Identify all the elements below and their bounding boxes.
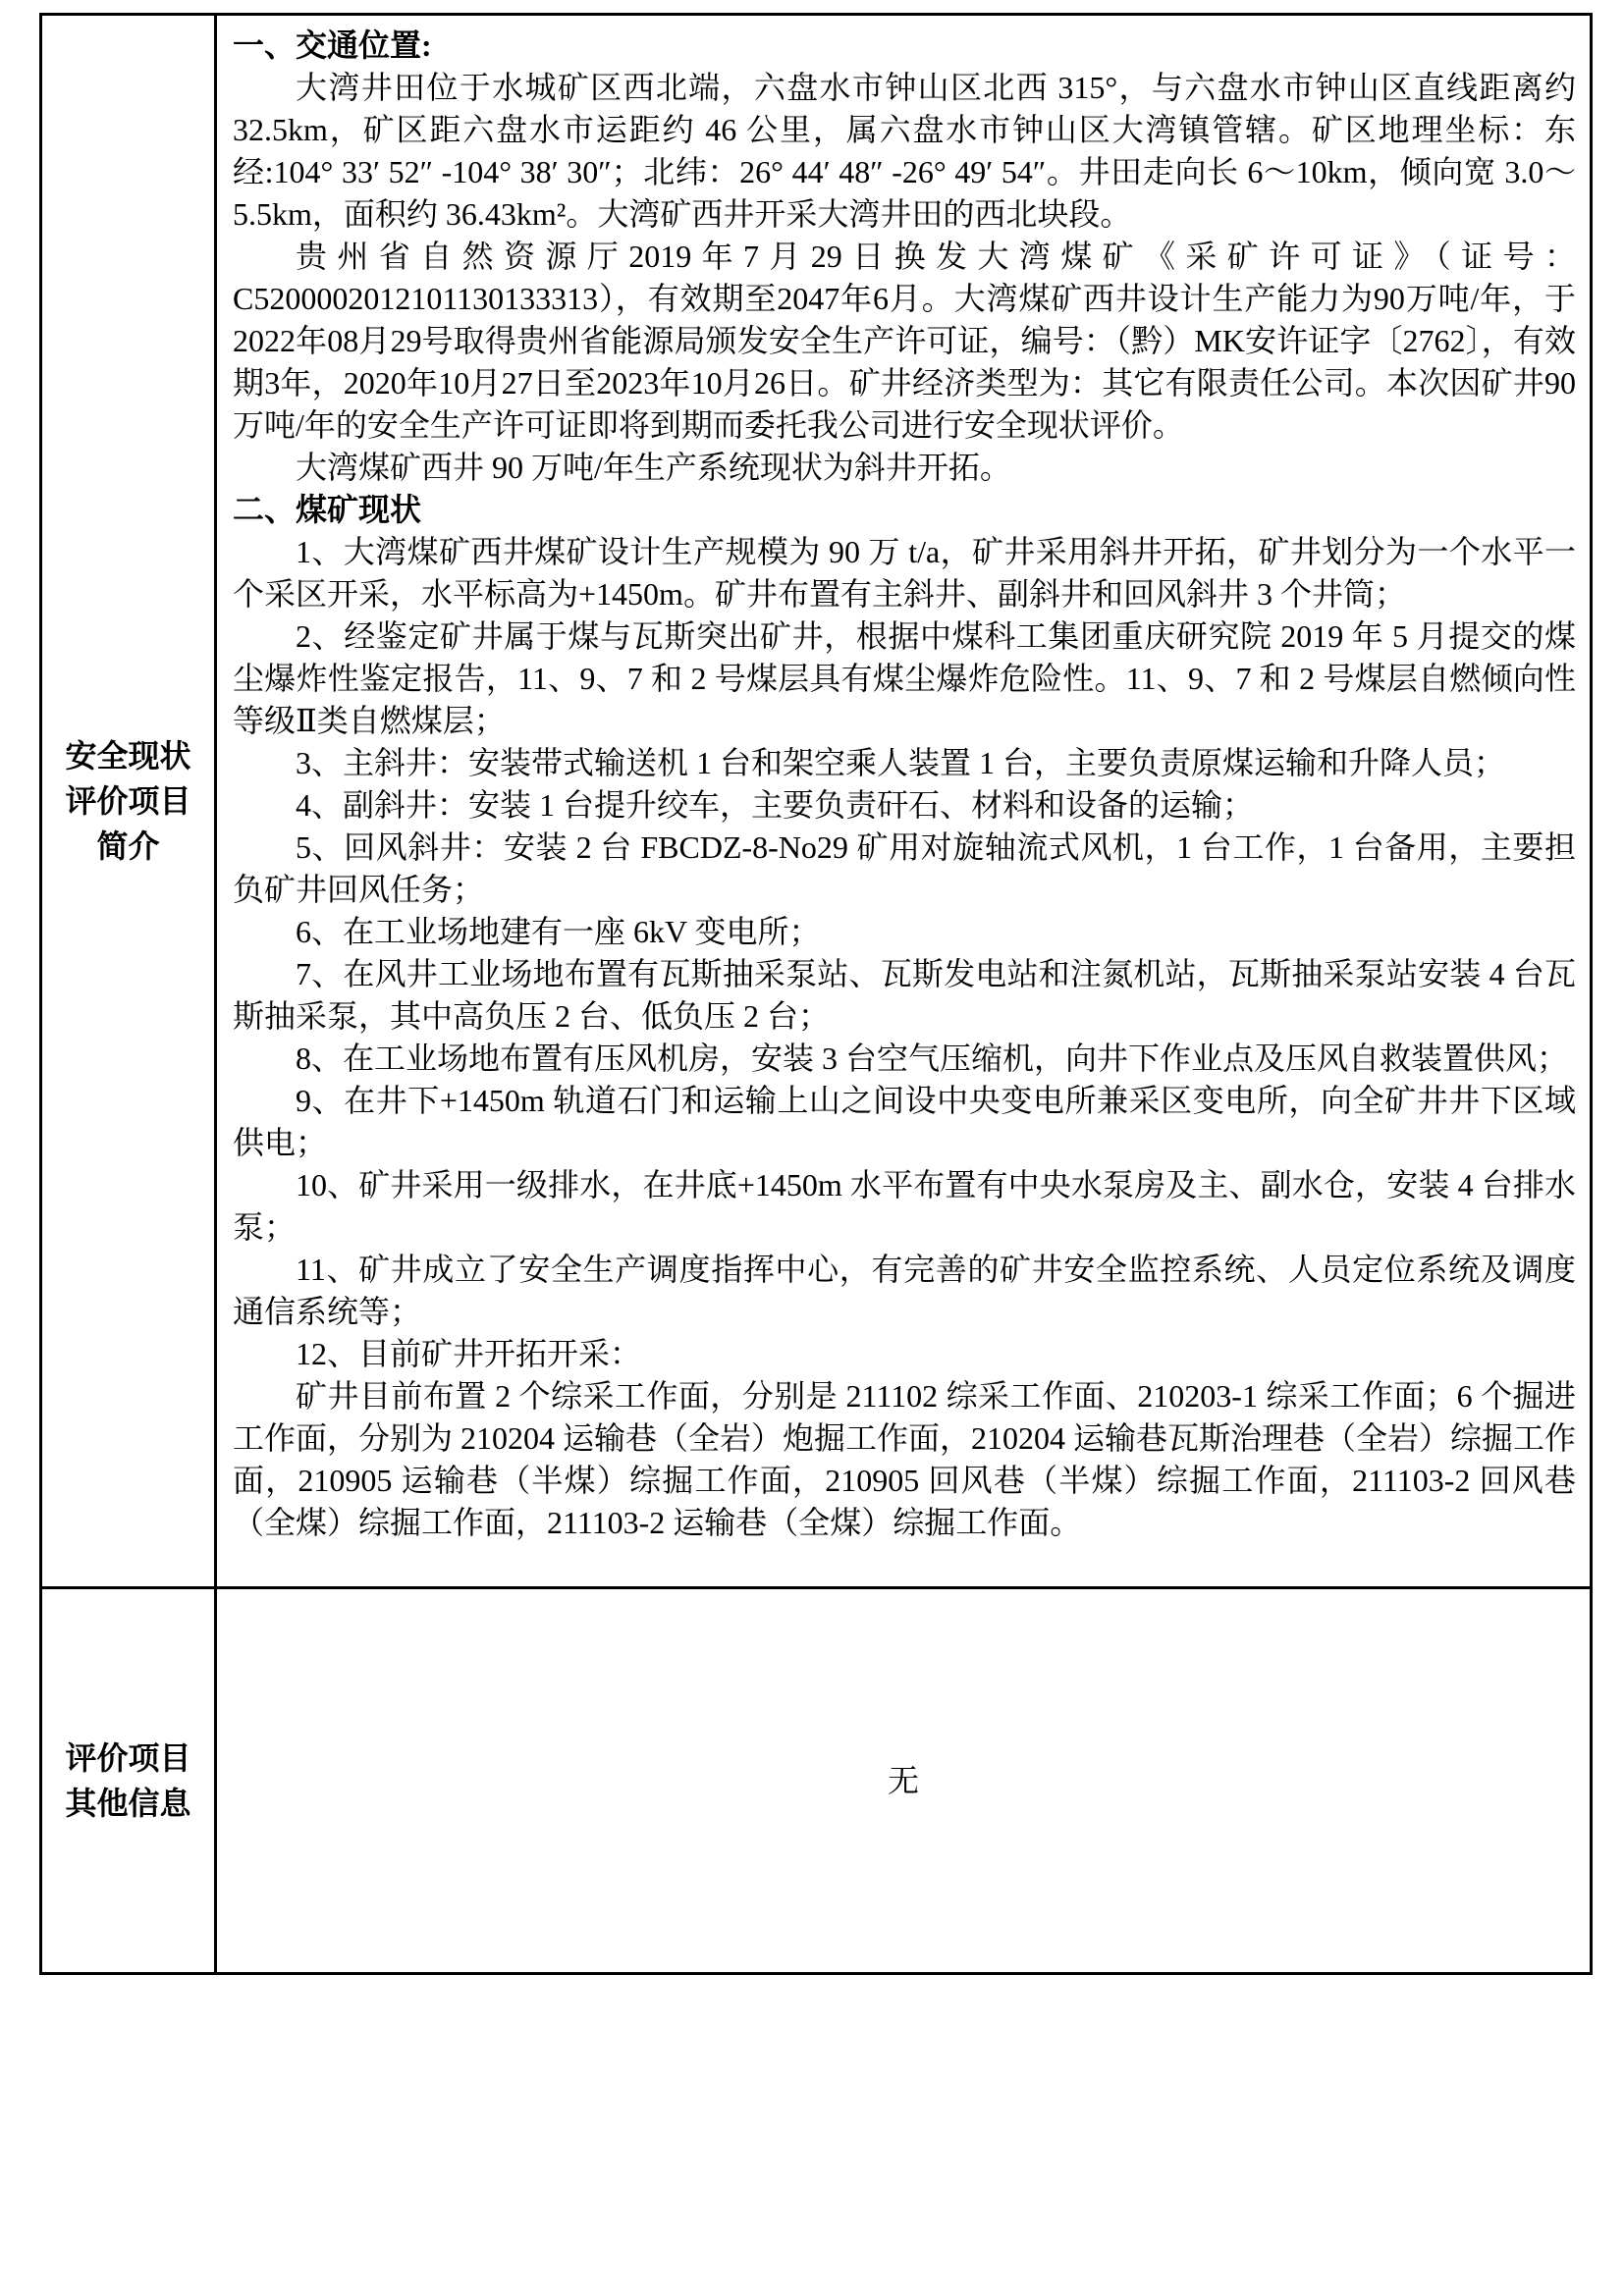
document-table (39, 13, 1593, 1975)
section-title-mine-status: 二、煤矿现状 (233, 492, 422, 527)
mine-status-item-6: 6、在工业场地建有一座 6kV 变电所； (296, 914, 821, 949)
label-line-1: 评价项目 (65, 1740, 191, 1776)
row-label-safety-status-intro (42, 16, 217, 1586)
paragraph-location-1: 大湾井田位于水城矿区西北端，六盘水市钟山区北西 315°，与六盘水市钟山区直线距离约 32.5km，矿区距六盘水市运距约 46 公里，属六盘水市钟山区大湾镇管辖。矿区地理坐标：东经:104° 33′ 52″ -104° 38′ 30″；北纬：26° 44′ 48″ -26° 49′ 54″。井田走向长 6～10km，倾向宽 3.0～5.5km，面积约 36.43km²。大湾矿西井开采大湾井田的西北块段。 (233, 70, 1576, 232)
mine-status-item-12: 12、目前矿井开拓开采： (296, 1336, 642, 1371)
label-line-2: 其他信息 (65, 1786, 191, 1821)
row-label-other-info (42, 1589, 217, 1972)
other-info-value: 无 (887, 1762, 919, 1798)
mine-status-item-10: 10、矿井采用一级排水，在井底+1450m 水平布置有中央水泵房及主、副水仓，安装 4 台排水泵； (233, 1167, 1576, 1245)
mine-status-item-1: 1、大湾煤矿西井煤矿设计生产规模为 90 万 t/a，矿井采用斜井开拓，矿井划分为一个水平一个采区开采，水平标高为+1450m。矿井布置有主斜井、副斜井和回风斜井 3 个井筒； (233, 534, 1576, 612)
label-line-2: 评价项目 (65, 783, 191, 819)
mine-status-item-2: 2、经鉴定矿井属于煤与瓦斯突出矿井，根据中煤科工集团重庆研究院 2019 年 5 月提交的煤尘爆炸性鉴定报告，11、9、7 和 2 号煤层具有煤尘爆炸危险性。11、9、7 和 2 号煤层自燃倾向性等级Ⅱ类自燃煤层； (233, 618, 1576, 738)
paragraph-working-faces: 矿井目前布置 2 个综采工作面，分别是 211102 综采工作面、210203-1 综采工作面；6 个掘进工作面，分别为 210204 运输巷（全岩）炮掘工作面，210204 运输巷瓦斯治理巷（全岩）综掘工作面，210905 运输巷（半煤）综掘工作面，210905 回风巷（半煤）综掘工作面，211103-2 回风巷（全煤）综掘工作面，211103-2 运输巷（全煤）综掘工作面。 (233, 1378, 1577, 1540)
table-row-other-info (42, 1589, 1590, 1972)
mine-status-item-4: 4、副斜井：安装 1 台提升绞车，主要负责矸石、材料和设备的运输； (296, 787, 1255, 823)
mine-status-item-5: 5、回风斜井：安装 2 台 FBCDZ-8-No29 矿用对旋轴流式风机，1 台工作，1 台备用，主要担负矿井回风任务； (233, 829, 1576, 907)
table-row-safety-status (42, 16, 1590, 1589)
mine-status-item-9: 9、在井下+1450m 轨道石门和运输上山之间设中央变电所兼采区变电所，向全矿井井下区域供电； (233, 1083, 1576, 1160)
safety-status-content-cell (217, 16, 1590, 1586)
section-title-traffic-location: 一、交通位置: (233, 27, 432, 63)
mine-status-item-3: 3、主斜井：安装带式输送机 1 台和架空乘人装置 1 台，主要负责原煤运输和升降人员； (296, 745, 1506, 780)
mine-status-item-11: 11、矿井成立了安全生产调度指挥中心，有完善的矿井安全监控系统、人员定位系统及调度通信系统等； (233, 1252, 1576, 1329)
other-info-content-cell (217, 1589, 1590, 1972)
mine-status-item-7: 7、在风井工业场地布置有瓦斯抽采泵站、瓦斯发电站和注氮机站，瓦斯抽采泵站安装 4 台瓦斯抽采泵，其中高负压 2 台、低负压 2 台； (233, 956, 1576, 1034)
mine-status-item-8: 8、在工业场地布置有压风机房，安装 3 台空气压缩机，向井下作业点及压风自救装置供风； (296, 1041, 1569, 1076)
label-line-1: 安全现状 (65, 738, 191, 774)
paragraph-system-status: 大湾煤矿西井 90 万吨/年生产系统现状为斜井开拓。 (296, 450, 1011, 485)
paragraph-license: 贵州省自然资源厅2019年7月29日换发大湾煤矿《采矿许可证》（证号：C5200002012101130133313），有效期至2047年6月。大湾煤矿西井设计生产能力为90万吨/年，于2022年08月29号取得贵州省能源局颁发安全生产许可证，编号：（黔）MK安许证字〔2762〕，有效期3年，2020年10月27日至2023年10月26日。矿井经济类型为：其它有限责任公司。本次因矿井90万吨/年的安全生产许可证即将到期而委托我公司进行安全现状评价。 (233, 239, 1576, 443)
label-line-3: 简介 (96, 828, 160, 864)
